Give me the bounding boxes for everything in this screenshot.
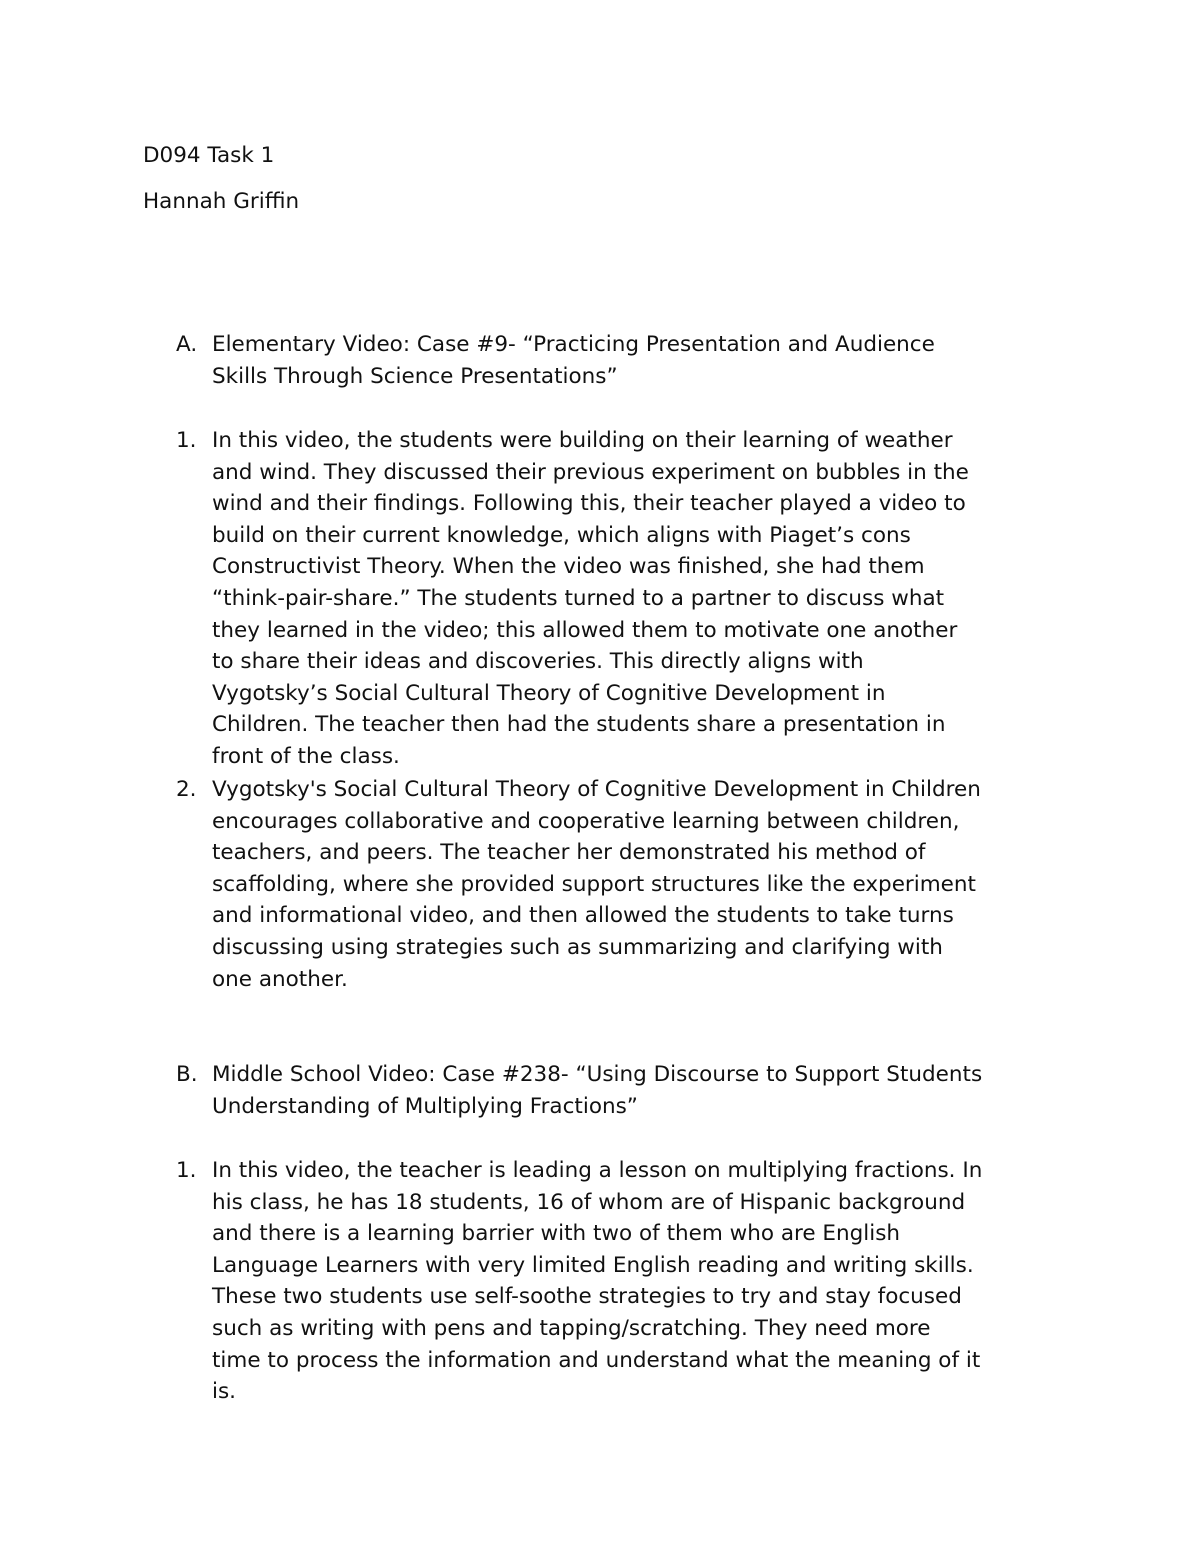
paragraph-line: Children. The teacher then had the students share a presentation in	[212, 712, 946, 738]
paragraph-line: Vygotsky's Social Cultural Theory of Cognitive Development in Children	[212, 777, 981, 802]
section-a-item-1	[212, 425, 1072, 773]
section-a-heading	[212, 329, 1072, 392]
paragraph-line: scaffolding, where she provided support structures like the experiment	[212, 871, 976, 897]
paragraph-line: and informational video, and then allowed the students to take turns	[212, 903, 954, 929]
paragraph-line: is.	[212, 1379, 237, 1405]
paragraph-line: build on their current knowledge, which aligns with Piaget’s cons	[212, 522, 911, 548]
paragraph-line: wind and their findings. Following this, their teacher played a video to	[212, 491, 966, 517]
paragraph-line: they learned in the video; this allowed them to motivate one another	[212, 617, 958, 643]
section-b-marker: B.	[176, 1062, 198, 1087]
paragraph-line: “think-pair-share.” The students turned to a partner to discuss what	[212, 585, 945, 611]
paragraph-line: Language Learners with very limited English reading and writing skills.	[212, 1252, 974, 1278]
heading-line: Understanding of Multiplying Fractions”	[212, 1093, 638, 1119]
paragraph-line: These two students use self-soothe strategies to try and stay focused	[212, 1284, 962, 1310]
paragraph-line: discussing using strategies such as summarizing and clarifying with	[212, 934, 943, 960]
section-a-item-2-marker: 2.	[176, 777, 197, 802]
paragraph-line: In this video, the students were building on their learning of weather	[212, 428, 953, 453]
section-a-marker: A.	[176, 332, 198, 357]
heading-line: Elementary Video: Case #9- “Practicing Presentation and Audience	[212, 332, 935, 357]
paragraph-line: front of the class.	[212, 743, 400, 769]
paragraph-line: encourages collaborative and cooperative learning between children,	[212, 808, 960, 834]
section-b-heading	[212, 1059, 1072, 1122]
paragraph-line: to share their ideas and discoveries. This directly aligns with	[212, 649, 864, 675]
document-title: D094 Task 1	[143, 143, 275, 168]
heading-line: Middle School Video: Case #238- “Using Discourse to Support Students	[212, 1062, 983, 1087]
section-a-item-2	[212, 774, 1072, 995]
paragraph-line: and wind. They discussed their previous experiment on bubbles in the	[212, 459, 969, 485]
paragraph-line: Vygotsky’s Social Cultural Theory of Cognitive Development in	[212, 680, 886, 706]
paragraph-line: teachers, and peers. The teacher her demonstrated his method of	[212, 840, 926, 866]
paragraph-line: In this video, the teacher is leading a lesson on multiplying fractions. In	[212, 1158, 983, 1183]
paragraph-line: his class, he has 18 students, 16 of whom are of Hispanic background	[212, 1189, 966, 1215]
paragraph-line: and there is a learning barrier with two of them who are English	[212, 1221, 901, 1247]
section-b-item-1-marker: 1.	[176, 1158, 197, 1183]
section-b-item-1	[212, 1155, 1072, 1408]
paragraph-line: such as writing with pens and tapping/scratching. They need more	[212, 1315, 931, 1341]
heading-line: Skills Through Science Presentations”	[212, 363, 618, 389]
section-a-item-1-marker: 1.	[176, 428, 197, 453]
paragraph-line: one another.	[212, 966, 348, 992]
paragraph-line: Constructivist Theory. When the video was finished, she had them	[212, 554, 925, 580]
paragraph-line: time to process the information and understand what the meaning of it	[212, 1347, 981, 1373]
author-name: Hannah Griffin	[143, 189, 300, 214]
